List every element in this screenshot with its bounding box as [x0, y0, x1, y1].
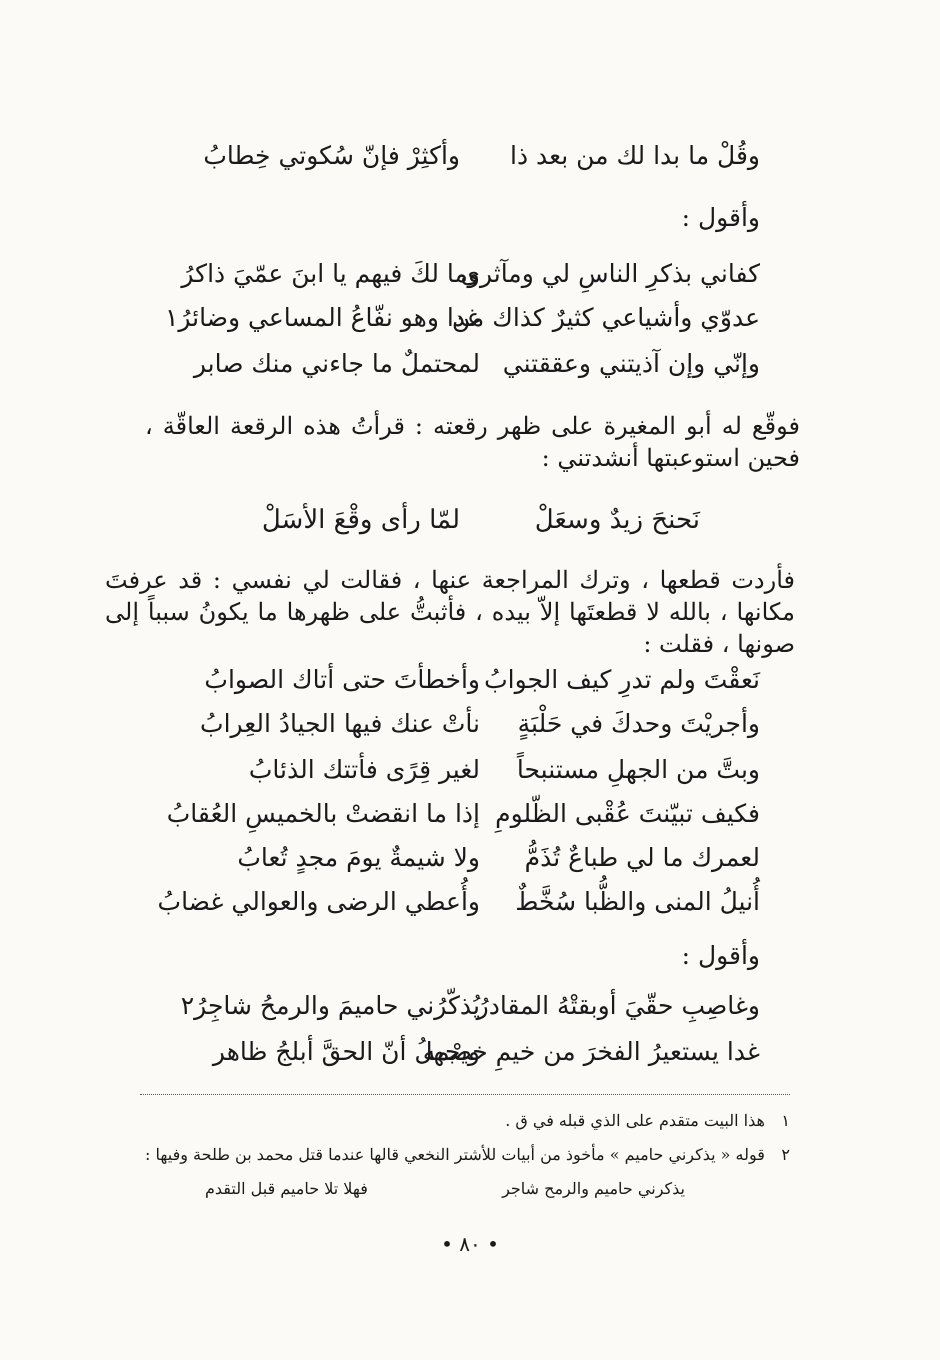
poem-1-verse-3-left: لمحتملٌ ما جاءني منك صابر [193, 349, 480, 378]
footnote-1-number: ١ [781, 1111, 790, 1130]
poem-2-verse-4-right: فكيف تبيّنتَ عُقْبى الظّلومِ [495, 799, 760, 828]
intro-line-1: وأقول : [681, 203, 760, 232]
footnote-divider [140, 1094, 790, 1095]
poem-1-verse-2-right: عدوّي وأشياعي كثيرٌ كذاك من [451, 303, 760, 332]
single-verse [240, 504, 700, 536]
poem-2-verse-1 [140, 664, 760, 696]
poem-3-verse-1-left: يُذكّرُني حاميمَ والرمحُ شاجِرُ٢ [180, 991, 480, 1020]
poem-2-verse-6-left: وأُعطي الرضى والعوالي غضابُ [157, 887, 480, 916]
prose-paragraph-2: فأردت قطعها ، وترك المراجعة عنها ، فقالت لي نفسي : قد عرفتَ مكانها ، بالله لا قطعتَها إلاّ بيده ، فأثبتُّ على ظهرها ما يكونُ سبباً إلى صونها ، فقلت : [105, 566, 795, 658]
footnote-1-text: هذا البيت متقدم على الذي قبله في ق . [505, 1111, 765, 1130]
poem-2-verse-3 [140, 754, 760, 786]
poem-1-verse-3-right: وإنّي وإن آذيتني وعققتني [502, 349, 760, 378]
poem-2-verse-2-left: نأتْ عنك فيها الجيادُ العِرابُ [200, 709, 480, 738]
page-number-value: ٨٠ [459, 1232, 481, 1256]
poem-1-verse-2-left: غدا وهو نفّاعُ المساعي وضائرُ١ [164, 303, 480, 332]
footnote-2-number: ٢ [781, 1145, 790, 1164]
prose-paragraph-1: فوقّع له أبو المغيرة على ظهر رقعته : قرأتُ هذه الرقعة العاقّة ، فحين استوعبتها أنشدتني : [145, 412, 800, 472]
footnote-2-text: قوله « يذكرني حاميم » مأخوذ من أبيات للأشتر النخعي قالها عندما قتل محمد بن طلحة وفيها : [145, 1145, 765, 1164]
page-number-dash-right: • [480, 1232, 499, 1256]
poem-1-verse-1-right: كفاني بذكرِ الناسِ لي ومآثري [460, 259, 760, 288]
poem-2-verse-2-right: وأجريْتَ وحدكَ في حَلْبَةٍ [517, 709, 760, 738]
poem-3-verse-1 [140, 990, 760, 1022]
poem-3-verse-2-left: ويجهلُ أنّ الحقَّ أبلجُ ظاهر [212, 1037, 480, 1066]
verse-top-left-hemistich: وأكثِرْ فإنّ سُكوتي خِطابُ [203, 141, 460, 170]
single-verse-right: نَحنحَ زيدٌ وسعَلْ [534, 505, 700, 535]
page-number [0, 1232, 940, 1256]
poem-2-verse-4 [140, 798, 760, 830]
poem-2-verse-3-left: لغير قِرًى فأتتك الذئابُ [248, 755, 480, 784]
poem-2-verse-1-left: وأخطأتَ حتى أتاك الصوابُ [204, 665, 480, 694]
poem-2-verse-2 [140, 708, 760, 740]
poem-2-verse-1-right: نَعقْتَ ولم تدرِ كيف الجوابُ [484, 665, 760, 694]
verse-top [140, 140, 760, 172]
footnote-1 [505, 1108, 790, 1134]
poem-3-verse-2-right: غدا يستعيرُ الفخرَ من خيمِ خصْمه [422, 1037, 760, 1066]
poem-2-verse-5-left: ولا شيمةٌ يومَ مجدٍ تُعابُ [237, 843, 480, 872]
page-number-dash-left: • [441, 1232, 460, 1256]
footnote-2 [145, 1142, 790, 1168]
poem-2-verse-3-right: وبتَّ من الجهلِ مستنبحاً [516, 755, 760, 784]
poem-3-verse-2 [140, 1036, 760, 1068]
poem-2-verse-5-right: لعمرك ما لي طباعٌ تُذَمُّ [524, 843, 760, 872]
poem-2-verse-6-right: أُنيلُ المنى والظُّبا سُخَّطٌ [515, 887, 760, 916]
intro-line-2: وأقول : [681, 941, 760, 970]
poem-2-verse-4-left: إذا ما انقضتْ بالخميسِ العُقابُ [166, 799, 480, 828]
footnote-verse-left: فهلا تلا حاميم قبل التقدم [205, 1179, 368, 1198]
poem-1-verse-3 [140, 348, 760, 380]
poem-2-verse-6 [140, 886, 760, 918]
footnote-verse [205, 1176, 685, 1202]
verse-top-right-hemistich: وقُلْ ما بدا لك من بعد ذا [510, 141, 760, 170]
single-verse-left: لمّا رأى وقْعَ الأسَلْ [261, 505, 460, 535]
poem-1-verse-1-left: وما لكَ فيهم يا ابنَ عمّيَ ذاكرُ [181, 259, 480, 288]
footnote-verse-right: يذكرني حاميم والرمح شاجر [502, 1179, 685, 1198]
poem-3-verse-1-right: وغاصِبِ حقّيَ أوبقتْهُ المقادرُ [476, 991, 760, 1020]
poem-2-verse-5 [140, 842, 760, 874]
poem-1-verse-2 [140, 302, 760, 334]
poem-1-verse-1 [140, 258, 760, 290]
